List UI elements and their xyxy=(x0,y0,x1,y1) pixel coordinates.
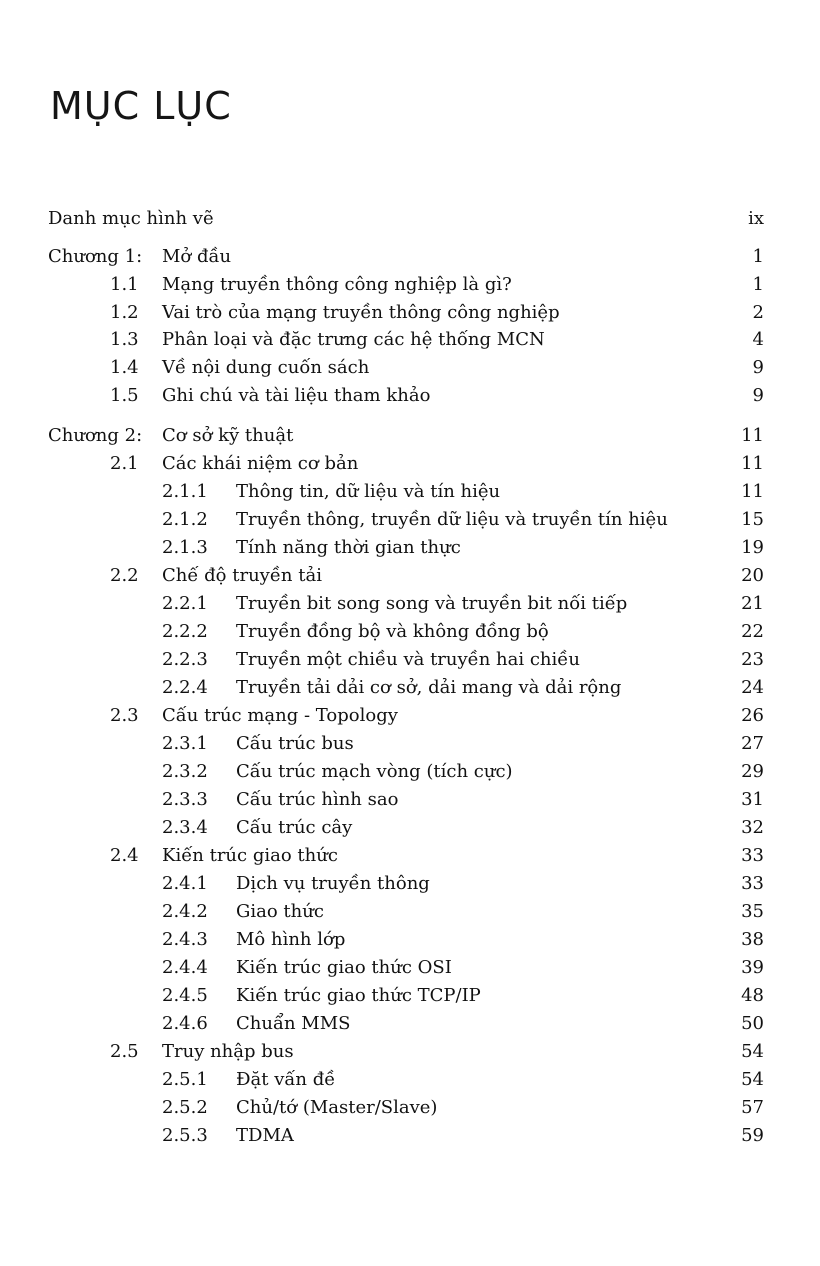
toc-page-number: 39 xyxy=(741,957,764,978)
toc-section[interactable] xyxy=(0,450,820,478)
toc-subsection[interactable] xyxy=(0,1122,820,1150)
toc-subsection-number: 2.5.2 xyxy=(162,1097,208,1118)
toc-subsection-title: Thông tin, dữ liệu và tín hiệu xyxy=(236,481,501,502)
toc-entry-figures[interactable] xyxy=(0,205,820,233)
toc-page-number: 19 xyxy=(741,537,764,558)
toc-subsection[interactable] xyxy=(0,786,820,814)
toc-subsection-title: Chuẩn MMS xyxy=(236,1013,351,1034)
toc-subsection-number: 2.3.2 xyxy=(162,761,208,782)
toc-subsection-title: Kiến trúc giao thức OSI xyxy=(236,957,452,978)
toc-subsection[interactable] xyxy=(0,1066,820,1094)
toc-subsection-title: TDMA xyxy=(236,1125,294,1146)
toc-page-number: 4 xyxy=(752,329,764,350)
toc-subsection-title: Giao thức xyxy=(236,901,324,922)
toc-subsection[interactable] xyxy=(0,590,820,618)
toc-subsection[interactable] xyxy=(0,478,820,506)
toc-subsection-title: Truyền đồng bộ và không đồng bộ xyxy=(236,621,549,642)
toc-subsection-number: 2.1.1 xyxy=(162,481,208,502)
toc-section[interactable] xyxy=(0,1038,820,1066)
toc-subsection-title: Dịch vụ truyền thông xyxy=(236,873,430,894)
toc-section-number: 2.1 xyxy=(110,453,139,474)
page-title: MỤC LỤC xyxy=(50,84,232,128)
toc-section[interactable] xyxy=(0,326,820,354)
toc-subsection-number: 2.4.2 xyxy=(162,901,208,922)
toc-section[interactable] xyxy=(0,702,820,730)
toc-page-number: 32 xyxy=(741,817,764,838)
toc-subsection[interactable] xyxy=(0,954,820,982)
toc-section-title: Chế độ truyền tải xyxy=(162,565,322,586)
toc-section-title: Vai trò của mạng truyền thông công nghiệp xyxy=(162,302,560,323)
toc-page-number: 15 xyxy=(741,509,764,530)
toc-subsection[interactable] xyxy=(0,646,820,674)
toc-section-title: Cấu trúc mạng - Topology xyxy=(162,705,398,726)
toc-section-number: 2.4 xyxy=(110,845,139,866)
toc-page-number: 33 xyxy=(741,873,764,894)
toc-section[interactable] xyxy=(0,271,820,299)
toc-chapter-title: Mở đầu xyxy=(162,246,232,267)
toc-subsection-number: 2.2.4 xyxy=(162,677,208,698)
toc-section-number: 1.2 xyxy=(110,302,139,323)
toc-subsection-number: 2.4.4 xyxy=(162,957,208,978)
toc-subsection-title: Kiến trúc giao thức TCP/IP xyxy=(236,985,481,1006)
toc-subsection[interactable] xyxy=(0,870,820,898)
toc-subsection-title: Cấu trúc hình sao xyxy=(236,789,399,810)
toc-subsection[interactable] xyxy=(0,730,820,758)
toc-subsection-number: 2.3.3 xyxy=(162,789,208,810)
toc-page-number: 2 xyxy=(752,302,764,323)
toc-subsection[interactable] xyxy=(0,1010,820,1038)
toc-page-number: 24 xyxy=(741,677,764,698)
toc-entry-label: Danh mục hình vẽ xyxy=(48,208,214,229)
toc-page-number: 31 xyxy=(741,789,764,810)
toc-subsection-number: 2.4.1 xyxy=(162,873,208,894)
toc-subsection-number: 2.1.3 xyxy=(162,537,208,558)
toc-section-title: Ghi chú và tài liệu tham khảo xyxy=(162,385,431,406)
toc-page-number: 23 xyxy=(741,649,764,670)
toc-section-number: 1.3 xyxy=(110,329,139,350)
toc-subsection-title: Mô hình lớp xyxy=(236,929,346,950)
toc-subsection-title: Truyền bit song song và truyền bit nối tiếp xyxy=(236,593,628,614)
toc-chapter-title: Cơ sở kỹ thuật xyxy=(162,425,294,446)
toc-subsection[interactable] xyxy=(0,618,820,646)
toc-subsection-number: 2.1.2 xyxy=(162,509,208,530)
toc-subsection-number: 2.3.1 xyxy=(162,733,208,754)
toc-section-number: 1.5 xyxy=(110,385,139,406)
toc-subsection-number: 2.3.4 xyxy=(162,817,208,838)
toc-subsection-number: 2.5.3 xyxy=(162,1125,208,1146)
toc-section[interactable] xyxy=(0,842,820,870)
toc-subsection-title: Truyền một chiều và truyền hai chiều xyxy=(236,649,580,670)
toc-page-number: ix xyxy=(748,208,764,229)
toc-section-number: 2.3 xyxy=(110,705,139,726)
toc-subsection-title: Truyền thông, truyền dữ liệu và truyền tín hiệu xyxy=(236,509,668,530)
toc-page-number: 59 xyxy=(741,1125,764,1146)
toc-subsection-title: Đặt vấn đề xyxy=(236,1069,336,1090)
toc-page-number: 57 xyxy=(741,1097,764,1118)
toc-page-number: 1 xyxy=(752,274,764,295)
toc-page-number: 35 xyxy=(741,901,764,922)
toc-subsection[interactable] xyxy=(0,1094,820,1122)
toc-subsection[interactable] xyxy=(0,758,820,786)
toc-section[interactable] xyxy=(0,382,820,410)
toc-page-number: 26 xyxy=(741,705,764,726)
toc-section-number: 2.2 xyxy=(110,565,139,586)
toc-section[interactable] xyxy=(0,354,820,382)
toc-subsection-title: Cấu trúc cây xyxy=(236,817,353,838)
toc-page-number: 9 xyxy=(752,385,764,406)
toc-subsection-number: 2.4.5 xyxy=(162,985,208,1006)
toc-subsection-title: Cấu trúc bus xyxy=(236,733,354,754)
toc-page-number: 33 xyxy=(741,845,764,866)
toc-section-title: Mạng truyền thông công nghiệp là gì? xyxy=(162,274,512,295)
toc-page-number: 54 xyxy=(741,1041,764,1062)
toc-page-number: 48 xyxy=(741,985,764,1006)
toc-page-number: 1 xyxy=(752,246,764,267)
toc-page-number: 11 xyxy=(741,453,764,474)
toc-section-title: Phân loại và đặc trưng các hệ thống MCN xyxy=(162,329,545,350)
toc-subsection-number: 2.2.1 xyxy=(162,593,208,614)
toc-subsection[interactable] xyxy=(0,814,820,842)
toc-chapter-label: Chương 1: xyxy=(48,246,143,267)
toc-subsection[interactable] xyxy=(0,926,820,954)
toc-subsection[interactable] xyxy=(0,898,820,926)
toc-subsection[interactable] xyxy=(0,506,820,534)
toc-page-number: 27 xyxy=(741,733,764,754)
toc-subsection-number: 2.4.6 xyxy=(162,1013,208,1034)
toc-section[interactable] xyxy=(0,299,820,327)
toc-page-number: 29 xyxy=(741,761,764,782)
toc-subsection-title: Chủ/tớ (Master/Slave) xyxy=(236,1097,438,1118)
toc-page-number: 21 xyxy=(741,593,764,614)
toc-chapter-label: Chương 2: xyxy=(48,425,143,446)
toc-chapter-2[interactable] xyxy=(0,422,820,450)
toc-page-number: 38 xyxy=(741,929,764,950)
toc-page-number: 22 xyxy=(741,621,764,642)
toc-subsection-number: 2.2.2 xyxy=(162,621,208,642)
toc-subsection[interactable] xyxy=(0,982,820,1010)
toc-subsection-number: 2.4.3 xyxy=(162,929,208,950)
toc-page-number: 20 xyxy=(741,565,764,586)
toc-subsection-number: 2.2.3 xyxy=(162,649,208,670)
toc-section[interactable] xyxy=(0,562,820,590)
toc-page-number: 54 xyxy=(741,1069,764,1090)
toc-subsection[interactable] xyxy=(0,674,820,702)
toc-subsection-title: Cấu trúc mạch vòng (tích cực) xyxy=(236,761,513,782)
toc-section-number: 2.5 xyxy=(110,1041,139,1062)
toc-chapter-1[interactable] xyxy=(0,243,820,271)
toc-section-number: 1.4 xyxy=(110,357,139,378)
toc-subsection[interactable] xyxy=(0,534,820,562)
toc-section-number: 1.1 xyxy=(110,274,139,295)
toc-subsection-number: 2.5.1 xyxy=(162,1069,208,1090)
toc-section-title: Kiến trúc giao thức xyxy=(162,845,338,866)
toc-section-title: Các khái niệm cơ bản xyxy=(162,453,359,474)
toc-subsection-title: Truyền tải dải cơ sở, dải mang và dải rộng xyxy=(236,677,622,698)
toc-page-number: 11 xyxy=(741,425,764,446)
toc-subsection-title: Tính năng thời gian thực xyxy=(236,537,461,558)
toc-page-number: 11 xyxy=(741,481,764,502)
toc-page-number: 50 xyxy=(741,1013,764,1034)
toc-page-number: 9 xyxy=(752,357,764,378)
toc-section-title: Về nội dung cuốn sách xyxy=(162,357,370,378)
toc-section-title: Truy nhập bus xyxy=(162,1041,294,1062)
